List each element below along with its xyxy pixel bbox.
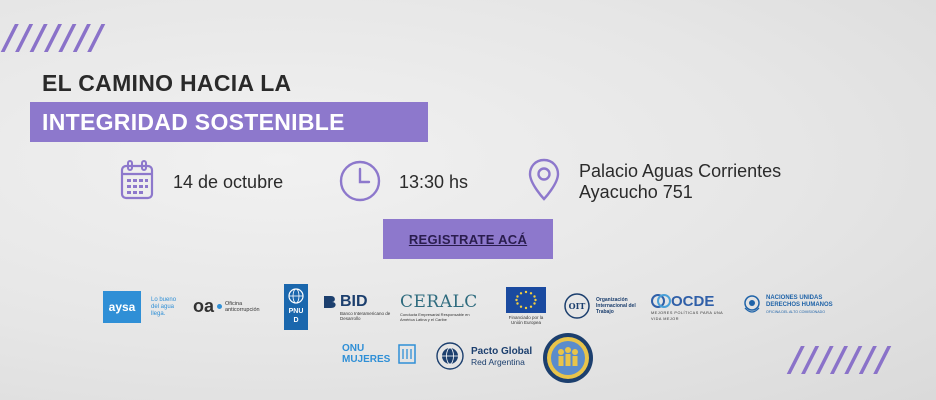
event-location [579, 161, 781, 203]
oa-logo [193, 296, 261, 317]
svg-text:OIT: OIT [568, 301, 586, 311]
oit-logo [562, 292, 642, 320]
aysa-wordmark: aysa [103, 291, 141, 323]
ocde-logo [651, 292, 723, 322]
oa-tagline: Oficina anticorrupción [225, 300, 260, 313]
event-time: 13:30 hs [399, 172, 469, 192]
ddhh-tagline: OFICINA DEL ALTO COMISIONADO [766, 310, 826, 314]
title-line-1: EL CAMINO HACIA LA [42, 70, 292, 96]
oa-wordmark: oa [193, 296, 215, 316]
register-button[interactable]: REGISTRATE ACÁ [383, 219, 553, 259]
location-pin-icon [527, 157, 561, 203]
event-address: Ayacucho 751 [579, 182, 693, 202]
eu-flag-icon [506, 287, 546, 313]
oa-dot-icon [217, 304, 222, 309]
un-globe-icon [287, 287, 305, 305]
pnud-logo [284, 284, 308, 330]
eu-caption: Financiado por la Unión Europea [508, 315, 544, 325]
aysa-logo [103, 291, 185, 323]
onu-mujeres-emblem-icon [398, 344, 416, 364]
ceralc-tagline: Conducta Empresarial Responsable en América Latina y el Caribe [400, 312, 470, 322]
aysa-tagline: Lo bueno del agua llega. [151, 296, 177, 317]
pacto-global-logo [435, 341, 532, 371]
eu-logo [503, 287, 549, 325]
calendar-icon [120, 159, 154, 201]
pnud-wordmark: PNUD [288, 308, 304, 324]
ddhh-name: NACIONES UNIDAS DERECHOS HUMANOS [766, 295, 833, 308]
oit-tagline: Organización Internacional del Trabajo [596, 297, 636, 315]
pacto-global-wordmark: Pacto Global [471, 345, 533, 357]
global-compact-globe-icon [435, 341, 465, 371]
bid-tagline: Banco Interamericano de Desarrollo [340, 311, 391, 321]
seal-emblem-icon [542, 332, 594, 384]
bid-wordmark: BID [340, 293, 368, 310]
ceralc-logo [400, 292, 480, 322]
bid-logo [322, 293, 400, 321]
event-venue: Palacio Aguas Corrientes [579, 161, 782, 181]
ocde-tagline: MEJORES POLÍTICAS PARA UNA VIDA MEJOR [651, 311, 724, 321]
bid-symbol-icon [322, 294, 340, 310]
slashes-top-decor: /////// [4, 18, 105, 58]
ocde-wordmark: OCDE [671, 292, 715, 310]
oit-emblem-icon [562, 292, 592, 320]
slashes-bottom-decor: /////// [790, 340, 891, 380]
un-laurel-icon [742, 294, 762, 316]
pacto-global-tagline: Red Argentina [471, 356, 525, 367]
onu-mujeres-logo [342, 343, 416, 365]
ceralc-wordmark: CERALC [400, 292, 478, 312]
onu-mujeres-wordmark: ONU MUJERES [342, 343, 391, 365]
clock-icon [338, 159, 382, 203]
ddhh-logo [742, 294, 840, 316]
title-line-2: INTEGRIDAD SOSTENIBLE [42, 109, 345, 135]
ocde-circles-icon [651, 292, 671, 310]
event-date: 14 de octubre [173, 172, 284, 192]
